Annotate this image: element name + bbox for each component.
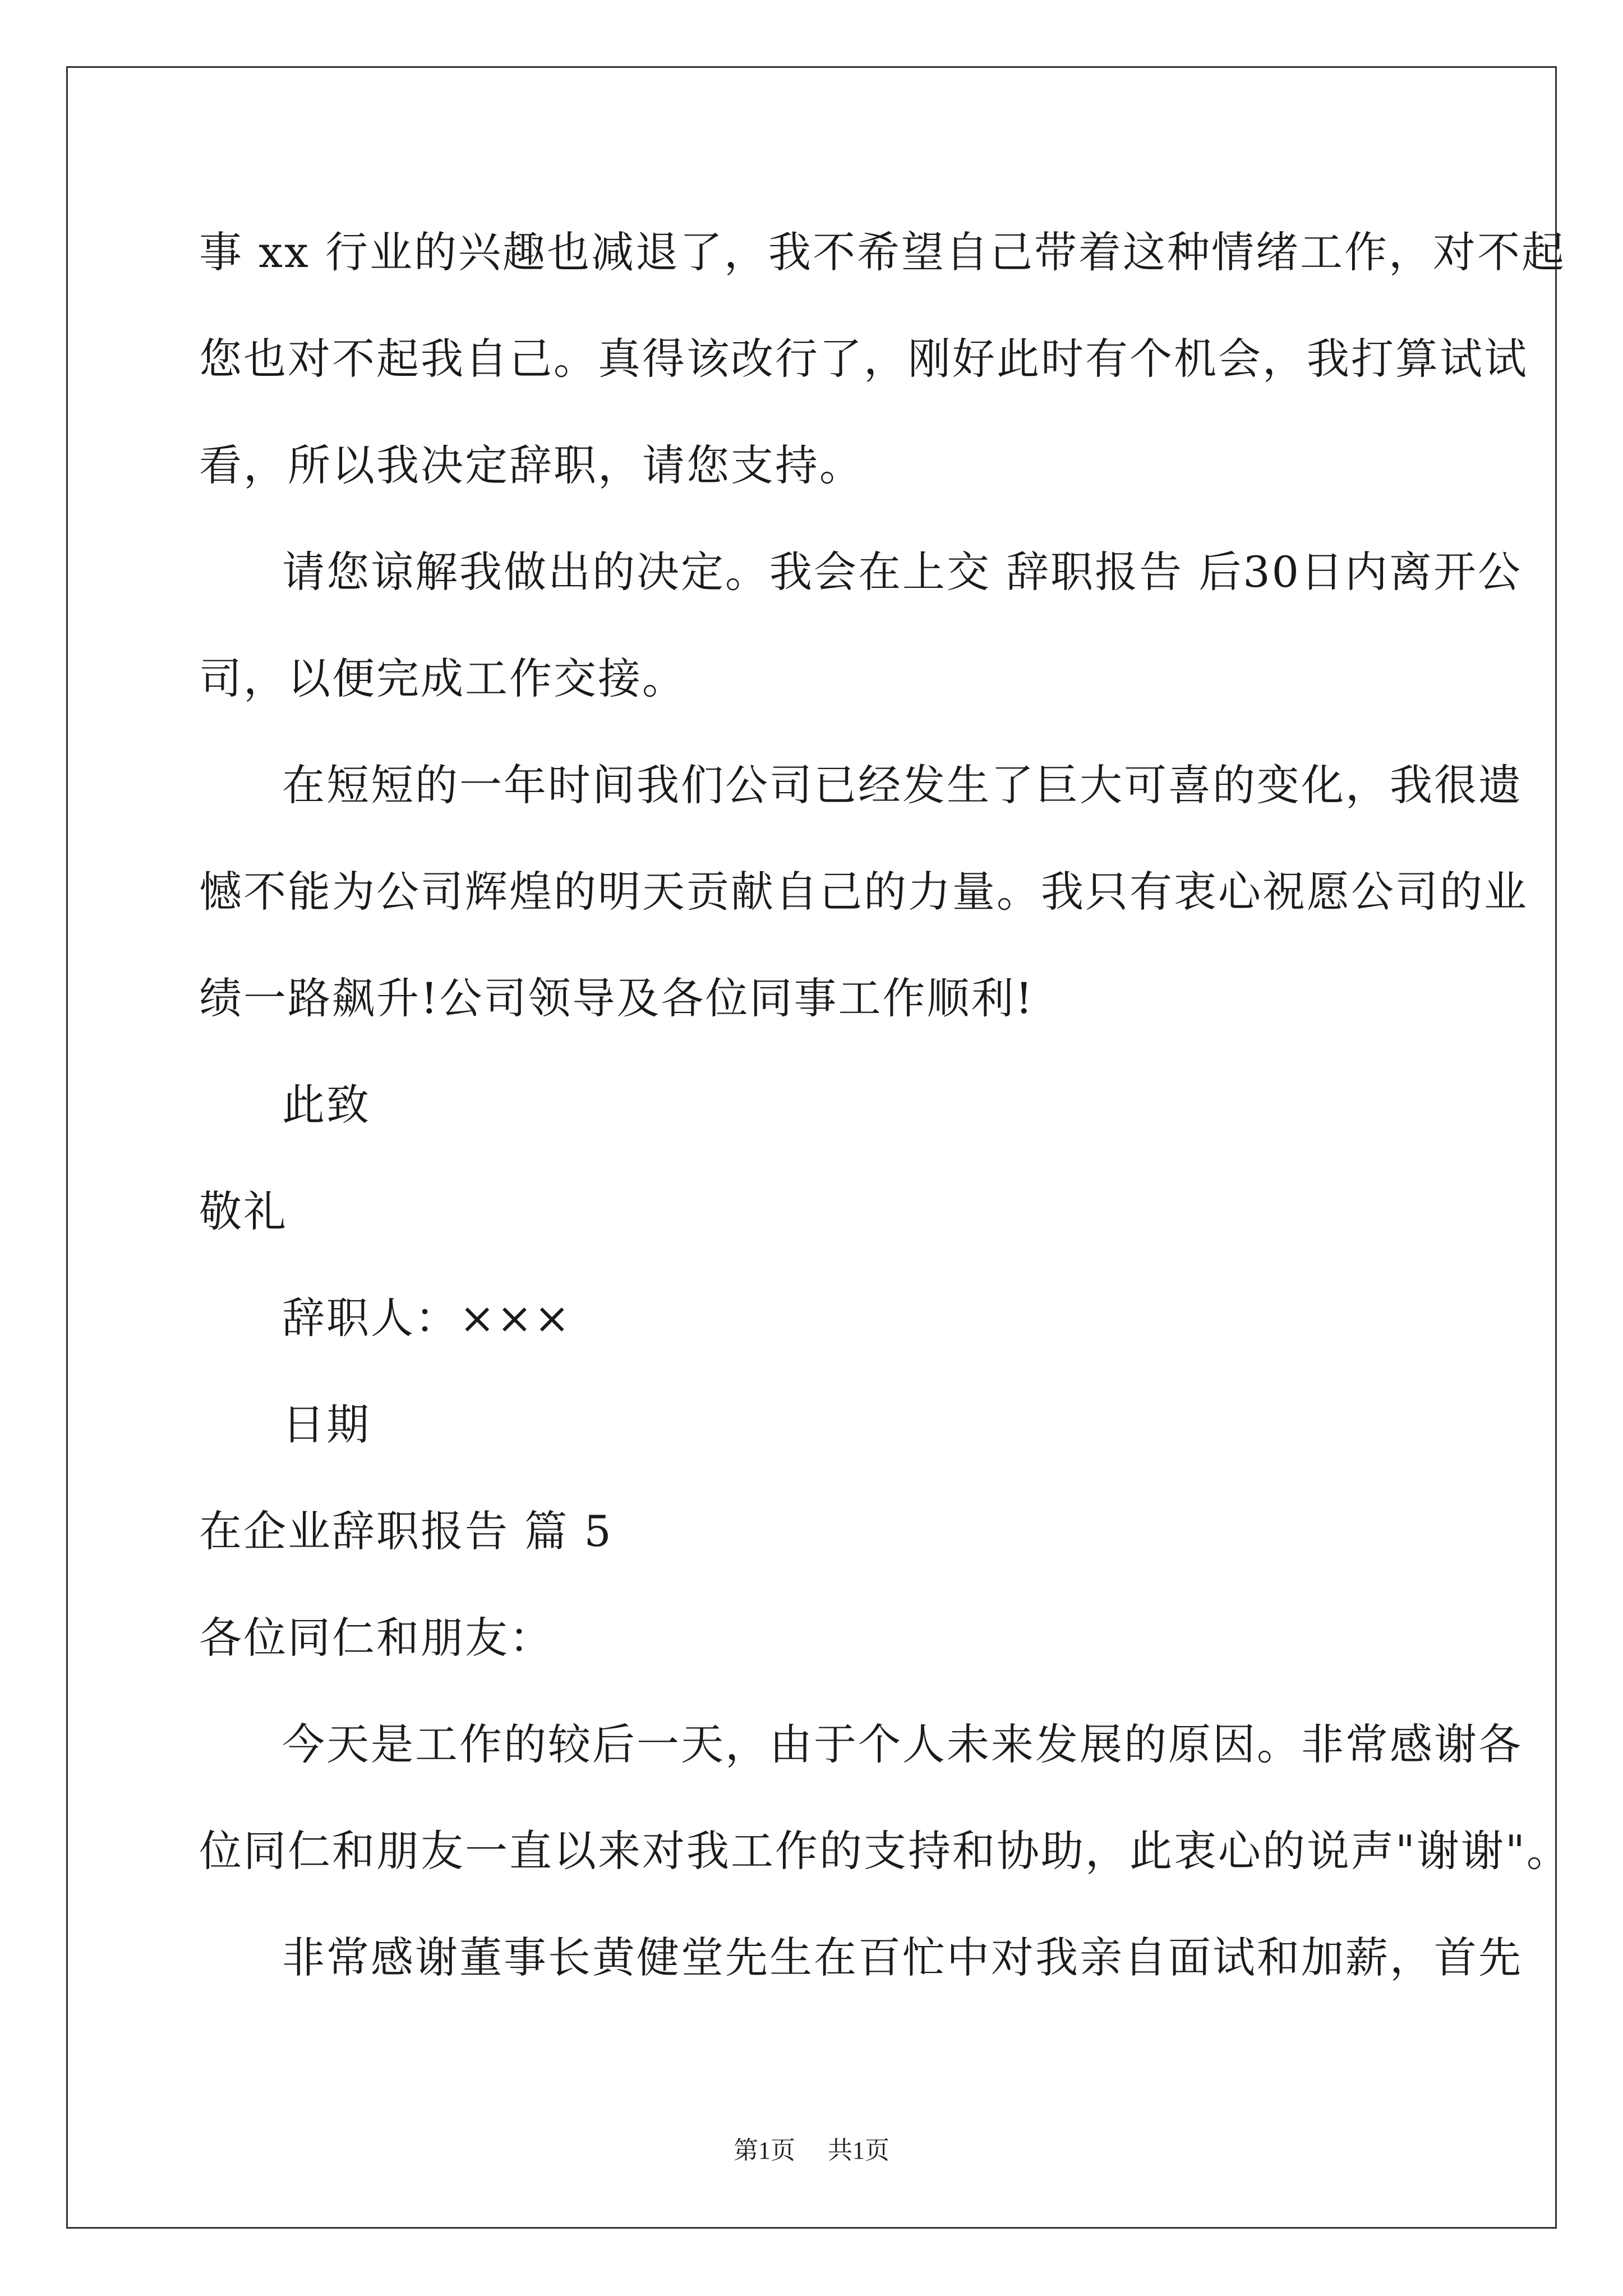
greeting-line: 各位同仁和朋友： (199, 1613, 554, 1663)
text-line-3: 看，所以我决定辞职，请您支持。 (199, 440, 864, 490)
signer-line: 辞职人：××× (282, 1293, 572, 1343)
text-line-8: 绩一路飙升!公司领导及各位同事工作顺利! (199, 973, 1035, 1023)
page-total: 共1页 (828, 2137, 889, 2164)
date-line: 日期 (282, 1400, 371, 1450)
page-footer (0, 2130, 1623, 2166)
text-line-7: 憾不能为公司辉煌的明天贡献自己的力量。我只有衷心祝愿公司的业 (199, 867, 1528, 917)
text-line-16: 位同仁和朋友一直以来对我工作的支持和协助，此衷心的说声"谢谢"。 (199, 1826, 1571, 1876)
salutation-line: 此致 (282, 1080, 371, 1130)
page-number: 第1页 (734, 2137, 795, 2164)
document-body (199, 222, 1571, 2033)
text-line-1: 事 xx 行业的兴趣也减退了，我不希望自己带着这种情绪工作，对不起 (199, 227, 1566, 277)
section-heading: 在企业辞职报告 篇 5 (199, 1506, 613, 1556)
text-line-5: 司，以便完成工作交接。 (199, 654, 686, 703)
text-line-15: 今天是工作的较后一天，由于个人未来发展的原因。非常感谢各 (282, 1719, 1523, 1769)
text-line-4: 请您谅解我做出的决定。我会在上交 辞职报告 后30日内离开公 (282, 547, 1523, 597)
text-line-2: 您也对不起我自己。真得该改行了，刚好此时有个机会，我打算试试 (199, 334, 1528, 384)
text-line-17: 非常感谢董事长黄健堂先生在百忙中对我亲自面试和加薪，首先 (282, 1932, 1523, 1982)
regards-line: 敬礼 (199, 1186, 288, 1236)
text-line-6: 在短短的一年时间我们公司已经发生了巨大可喜的变化，我很遗 (282, 760, 1523, 810)
